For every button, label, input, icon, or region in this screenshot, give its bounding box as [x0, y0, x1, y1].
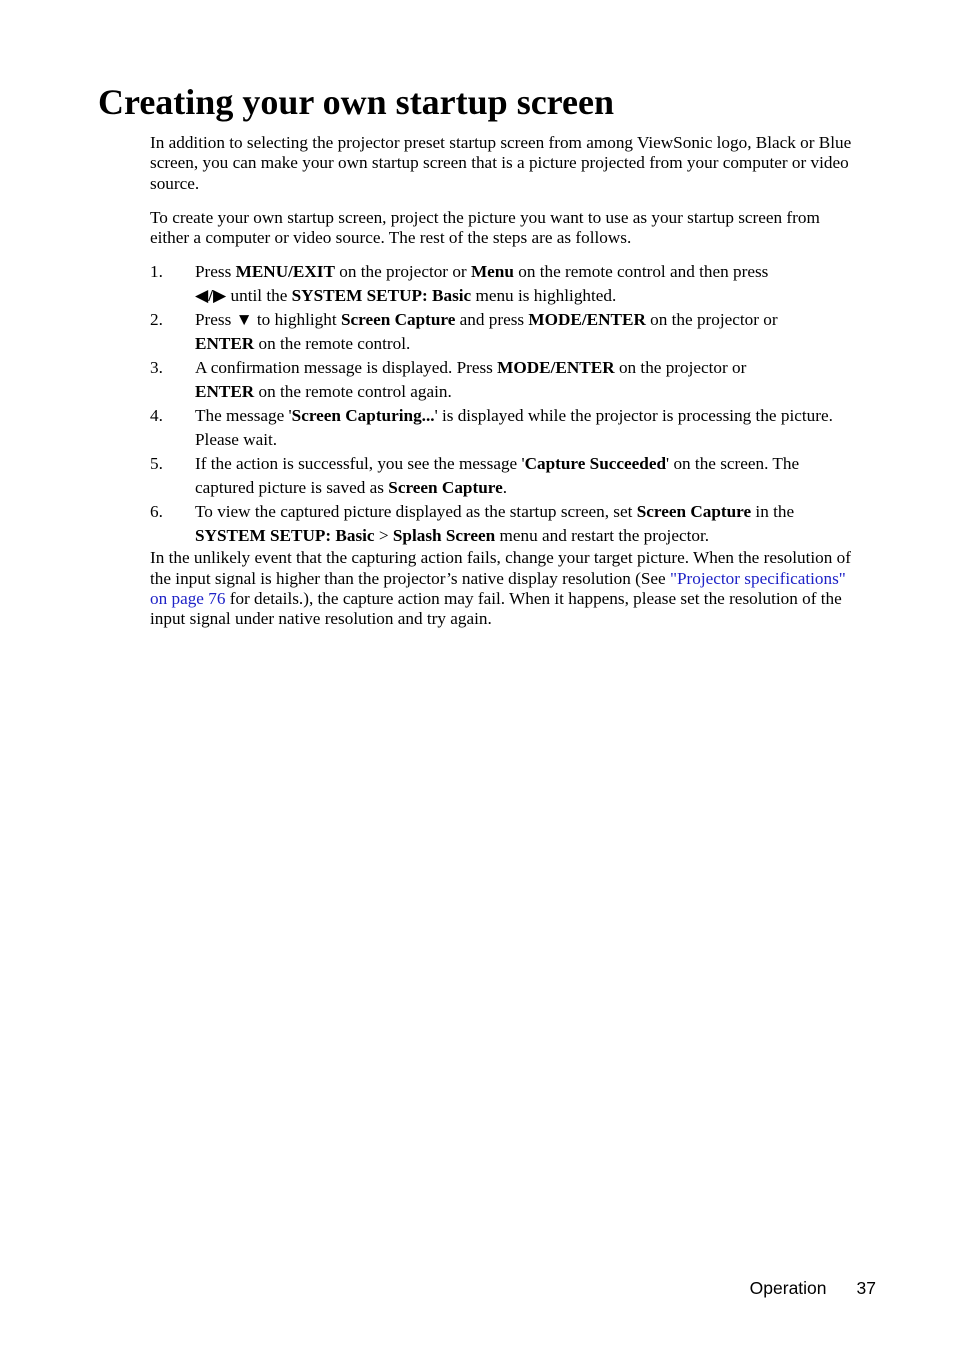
step-text: > — [374, 526, 393, 546]
closing-paragraph — [150, 548, 858, 629]
step-text: on the projector or — [645, 310, 778, 330]
mode-enter-key: MODE/ENTER — [528, 310, 646, 330]
screen-capture-item: Screen Capture — [636, 502, 752, 522]
step-text: . — [502, 478, 508, 498]
step-number: 6. — [150, 502, 163, 522]
step-text: Press — [195, 262, 236, 282]
closing-text: for details.), the capture action may fail. When it happens, please set the resolution of the input signal under native resolution and try again. — [150, 589, 842, 629]
page-title: Creating your own startup screen — [98, 82, 614, 122]
screen-capture-item: Screen Capture — [340, 310, 456, 330]
step-text: and press — [455, 310, 529, 330]
content-body — [150, 133, 858, 630]
step-text: to highlight — [252, 310, 341, 330]
step-text: To view the captured picture displayed as the startup screen, set — [195, 502, 637, 522]
step-text: on the remote control again. — [254, 382, 452, 402]
step-1 — [150, 260, 858, 308]
step-2 — [150, 308, 858, 356]
splash-screen-item: Splash Screen — [392, 526, 496, 546]
step-5 — [150, 452, 858, 500]
screen-capturing-message: Screen Capturing... — [291, 406, 435, 426]
enter-key: ENTER — [195, 334, 255, 354]
step-text: If the action is successful, you see the message ' — [195, 454, 525, 474]
step-text: Press — [195, 310, 236, 330]
down-arrow-icon: ▼ — [235, 310, 253, 330]
step-text: in the — [751, 502, 795, 522]
steps-list — [150, 260, 858, 548]
step-4 — [150, 404, 858, 452]
mode-enter-key: MODE/ENTER — [497, 358, 615, 378]
step-3 — [150, 356, 858, 404]
step-text: The message ' — [195, 406, 292, 426]
system-setup-basic-menu: SYSTEM SETUP: Basic — [291, 286, 472, 306]
step-text: until the — [226, 286, 292, 306]
step-number: 2. — [150, 310, 163, 330]
step-text: menu and restart the projector. — [495, 526, 710, 546]
capture-succeeded-message: Capture Succeeded — [524, 454, 667, 474]
step-number: 4. — [150, 406, 163, 426]
step-text: on the projector or — [614, 358, 747, 378]
menu-exit-key: MENU/EXIT — [235, 262, 335, 282]
step-number: 3. — [150, 358, 163, 378]
screen-capture-item: Screen Capture — [388, 478, 503, 498]
step-6 — [150, 500, 858, 548]
step-text: on the projector or — [334, 262, 471, 282]
step-text: A confirmation message is displayed. Press — [195, 358, 498, 378]
step-number: 5. — [150, 454, 163, 474]
page-number: 37 — [856, 1278, 876, 1298]
step-text: menu is highlighted. — [471, 286, 617, 306]
step-text: ' is displayed while the projector is processing the picture. Please wait. — [195, 406, 833, 450]
step-number: 1. — [150, 262, 163, 282]
left-right-arrow-icon: ◀/▶ — [195, 286, 227, 306]
menu-key: Menu — [470, 262, 514, 282]
closing-text: In the unlikely event that the capturing action fails, change your target picture. When the resolution of the input signal is higher than the projector’s native display resolution (See — [150, 548, 851, 588]
step-text: on the remote control and then press — [513, 262, 769, 282]
intro-paragraph-1: In addition to selecting the projector preset startup screen from among ViewSonic logo, Black or Blue screen, you can make your own startup screen that is a picture projected from your computer or video source. — [150, 133, 852, 193]
footer-section-name: Operation — [749, 1278, 827, 1298]
page-footer — [600, 1277, 876, 1299]
enter-key: ENTER — [195, 382, 255, 402]
system-setup-basic-menu: SYSTEM SETUP: Basic — [195, 526, 375, 546]
step-text: ' on the screen. The captured picture is saved as — [195, 454, 800, 498]
intro-paragraph-2: To create your own startup screen, project the picture you want to use as your startup screen from either a computer or video source. The rest of the steps are as follows. — [150, 207, 820, 248]
projector-specifications-link[interactable]: "Projector specifications" on page 76 — [150, 568, 846, 609]
step-text: on the remote control. — [254, 334, 411, 354]
